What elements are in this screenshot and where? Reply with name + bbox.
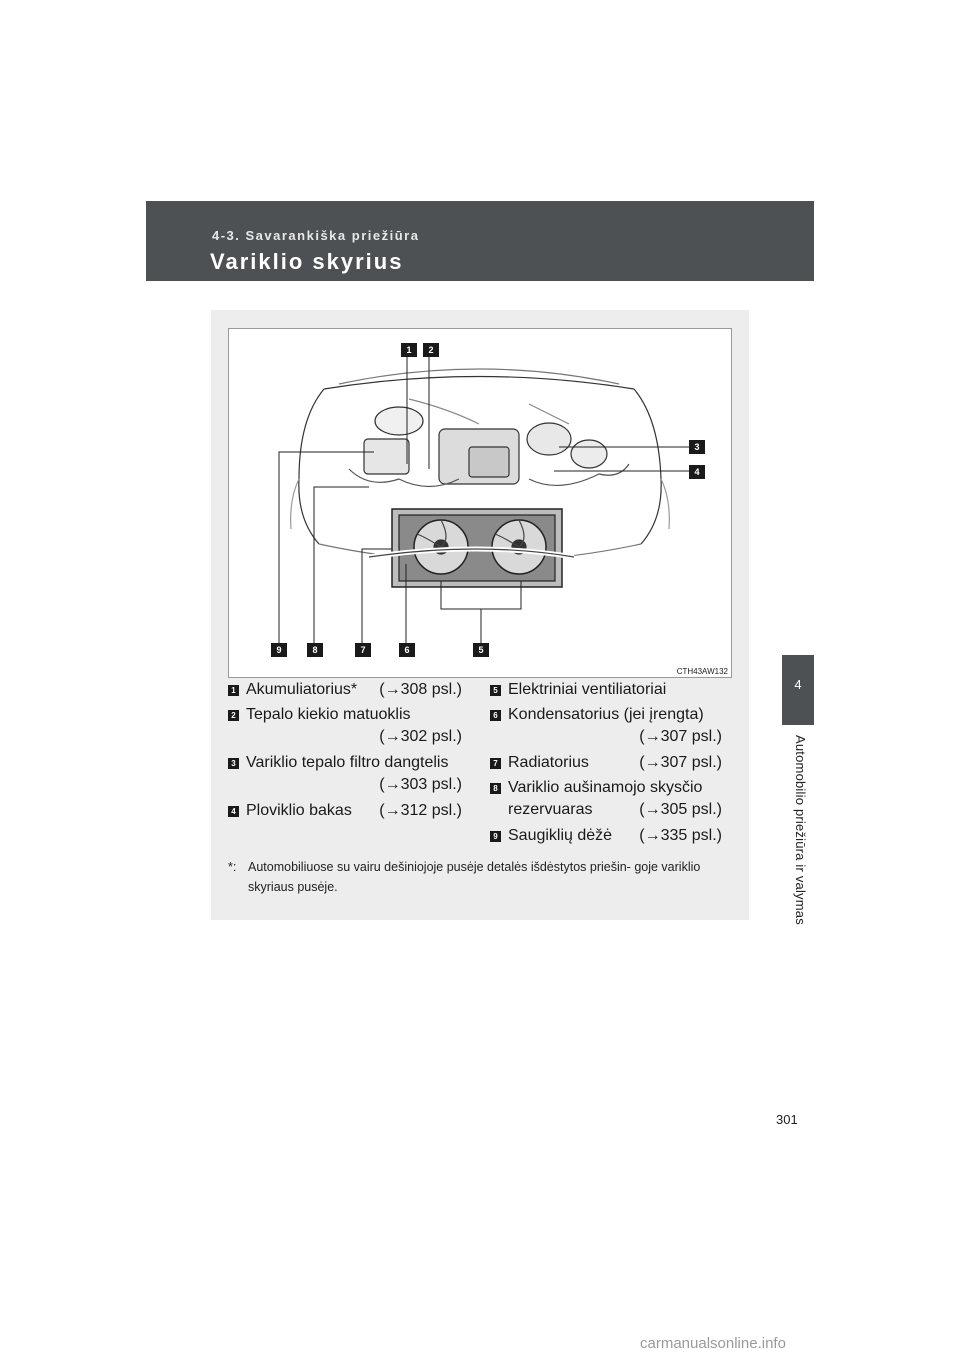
list-item xyxy=(228,802,462,824)
item-label: Saugiklių dėžė xyxy=(508,827,613,844)
callout-6: 6 xyxy=(399,643,415,657)
callout-5: 5 xyxy=(473,643,489,657)
footnote-text: Automobiliuose su vairu dešiniojoje pusėje detalės išdėstytos priešin- goje variklio skyriaus pusėje. xyxy=(248,860,701,894)
section-header xyxy=(146,201,814,281)
item-label: Variklio aušinamojo skysčio xyxy=(508,779,703,796)
page-reference[interactable]: (→308 psl.) xyxy=(379,681,462,698)
item-number: 6 xyxy=(490,710,501,721)
section-label: 4-3. Savarankiška priežiūra xyxy=(212,228,420,243)
callout-3: 3 xyxy=(689,440,705,454)
engine-illustration xyxy=(228,328,732,678)
item-number: 2 xyxy=(228,710,239,721)
chapter-title: Automobilio priežiūra ir valymas xyxy=(793,735,808,925)
callout-7: 7 xyxy=(355,643,371,657)
callout-9: 9 xyxy=(271,643,287,657)
callout-8: 8 xyxy=(307,643,323,657)
item-number: 9 xyxy=(490,831,501,842)
item-number: 3 xyxy=(228,758,239,769)
callout-1: 1 xyxy=(401,343,417,357)
page-number: 301 xyxy=(776,1112,798,1127)
page-reference[interactable]: (→303 psl.) xyxy=(379,776,462,793)
list-item xyxy=(490,681,722,703)
item-label: Radiatorius xyxy=(508,754,589,771)
item-number: 7 xyxy=(490,758,501,769)
figure-code: CTH43AW132 xyxy=(676,667,728,676)
list-item xyxy=(490,706,722,750)
callout-2: 2 xyxy=(423,343,439,357)
callout-4: 4 xyxy=(689,465,705,479)
item-label: Ploviklio bakas xyxy=(246,802,352,819)
item-label: Kondensatorius (jei įrengta) xyxy=(508,706,704,723)
item-label: Elektriniai ventiliatoriai xyxy=(508,681,667,698)
watermark: carmanualsonline.info xyxy=(640,1335,786,1352)
footnote xyxy=(228,857,728,897)
item-number: 1 xyxy=(228,685,239,696)
item-number: 5 xyxy=(490,685,501,696)
list-item xyxy=(228,681,462,703)
page-reference[interactable]: (→335 psl.) xyxy=(639,827,722,844)
item-label-continued: rezervuaras xyxy=(508,801,593,818)
item-number: 4 xyxy=(228,806,239,817)
item-label: Akumuliatorius* xyxy=(246,681,358,698)
list-item xyxy=(490,754,722,776)
chapter-number: 4 xyxy=(794,677,802,692)
footnote-marker: *: xyxy=(228,860,237,874)
list-item xyxy=(228,754,462,798)
page-reference[interactable]: (→305 psl.) xyxy=(639,801,722,818)
item-number: 8 xyxy=(490,783,501,794)
item-label: Tepalo kiekio matuoklis xyxy=(246,706,411,723)
engine-drawing xyxy=(229,329,731,677)
page-reference[interactable]: (→312 psl.) xyxy=(379,802,462,819)
list-item xyxy=(490,827,722,849)
item-label: Variklio tepalo filtro dangtelis xyxy=(246,754,449,771)
page-reference[interactable]: (→302 psl.) xyxy=(379,728,462,745)
page-reference[interactable]: (→307 psl.) xyxy=(639,754,722,771)
list-item xyxy=(228,706,462,750)
page-title: Variklio skyrius xyxy=(210,249,404,274)
list-item xyxy=(490,779,722,823)
chapter-tab[interactable] xyxy=(782,655,814,725)
page-reference[interactable]: (→307 psl.) xyxy=(639,728,722,745)
